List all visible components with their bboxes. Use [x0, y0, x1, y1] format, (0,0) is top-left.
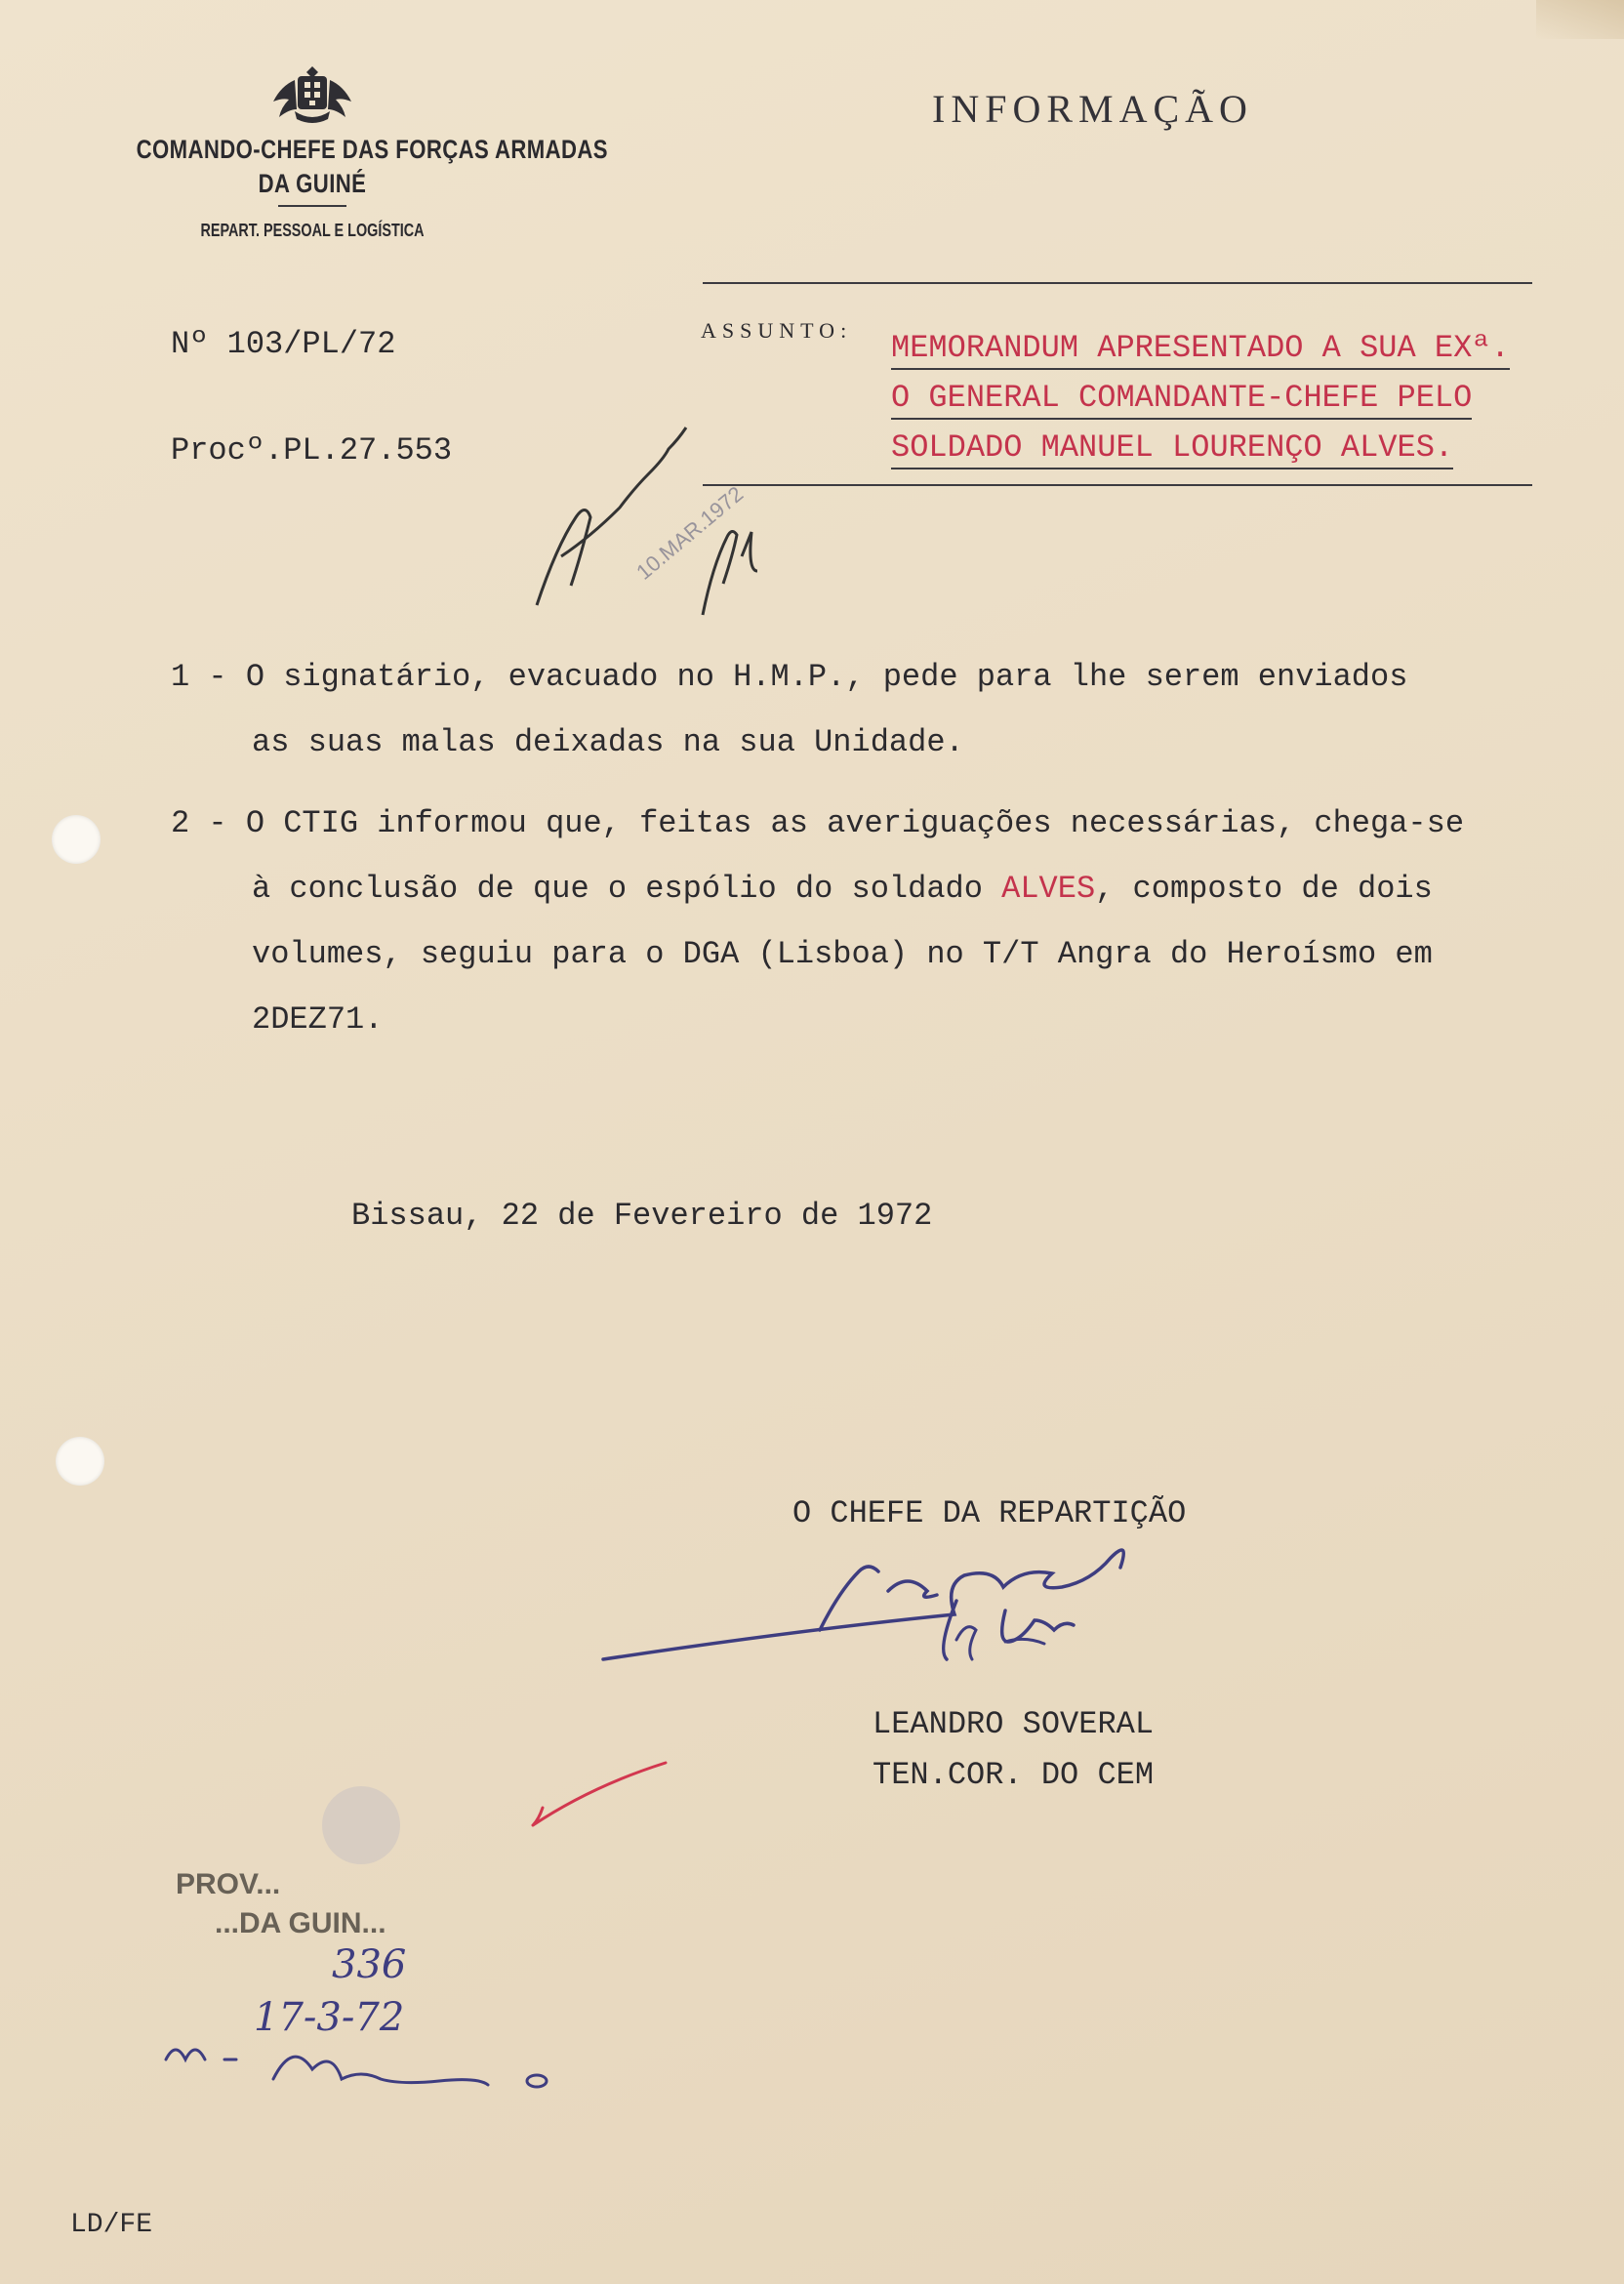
- soldier-surname: ALVES: [1001, 871, 1096, 907]
- subject-label: ASSUNTO:: [701, 318, 853, 343]
- document-title: INFORMAÇÃO: [932, 87, 1253, 131]
- department-name: REPART. PESSOAL E LOGÍSTICA: [200, 221, 425, 240]
- page-corner-fold: [1536, 0, 1624, 39]
- handwritten-initials-mark: [703, 531, 757, 615]
- stamp-fragment-2: ...DA GUIN...: [215, 1907, 386, 1939]
- typist-initials: LD/FE: [70, 2210, 153, 2240]
- paragraph-1-line-1: 1 - O signatário, evacuado no H.M.P., pede para lhe serem enviados: [171, 659, 1408, 695]
- handwritten-number: 336: [332, 1942, 407, 1987]
- place-and-date: Bissau, 22 de Fevereiro de 1972: [351, 1198, 933, 1234]
- paragraph-2-text-cont: , composto de dois: [1095, 871, 1433, 907]
- stamp-fragment-1: PROV...: [176, 1868, 281, 1900]
- subject-line-2: O GENERAL COMANDANTE-CHEFE PELO: [891, 380, 1472, 420]
- handwritten-date: 17-3-72: [254, 1995, 405, 2040]
- header-rule-bottom: [703, 484, 1532, 486]
- received-annotation: [508, 410, 800, 644]
- subject-line-1: MEMORANDUM APRESENTADO A SUA EXª.: [891, 330, 1510, 370]
- paragraph-2-text: à conclusão de que o espólio do soldado: [252, 871, 1002, 907]
- paragraph-2-line-2: [252, 856, 1433, 921]
- handwritten-receipt-note: [156, 1933, 566, 2118]
- organization-region: DA GUINÉ: [258, 169, 367, 198]
- organization-name: COMANDO-CHEFE DAS FORÇAS ARMADAS: [136, 135, 608, 164]
- signatory-role: O CHEFE DA REPARTIÇÃO: [792, 1495, 1187, 1531]
- handwritten-initials-scrawl: [537, 428, 686, 605]
- reference-number: Nº 103/PL/72: [171, 326, 396, 362]
- header-rule-top: [703, 282, 1532, 284]
- subject-line-3: SOLDADO MANUEL LOURENÇO ALVES.: [891, 429, 1453, 469]
- punch-hole-top: [52, 815, 101, 864]
- received-date-stamp: 10.MAR.1972: [631, 481, 749, 585]
- letterhead: [98, 61, 608, 241]
- paragraph-2-line-4: 2DEZ71.: [252, 1001, 384, 1038]
- handwritten-signature: [595, 1532, 1259, 1679]
- signatory-rank: TEN.COR. DO CEM: [873, 1757, 1155, 1793]
- paragraph-2-line-1: 2 - O CTIG informou que, feitas as averiguações necessárias, chega-se: [171, 805, 1465, 841]
- paragraph-1-line-2: as suas malas deixadas na sua Unidade.: [252, 724, 964, 760]
- punch-hole-bottom: [56, 1437, 104, 1486]
- letterhead-divider: [278, 205, 346, 207]
- signatory-name: LEANDRO SOVERAL: [873, 1706, 1155, 1742]
- coat-of-arms-icon: [265, 61, 359, 129]
- process-number: Procº.PL.27.553: [171, 432, 453, 469]
- paragraph-2-line-3: volumes, seguiu para o DGA (Lisboa) no T/T Angra do Heroísmo em: [252, 936, 1433, 972]
